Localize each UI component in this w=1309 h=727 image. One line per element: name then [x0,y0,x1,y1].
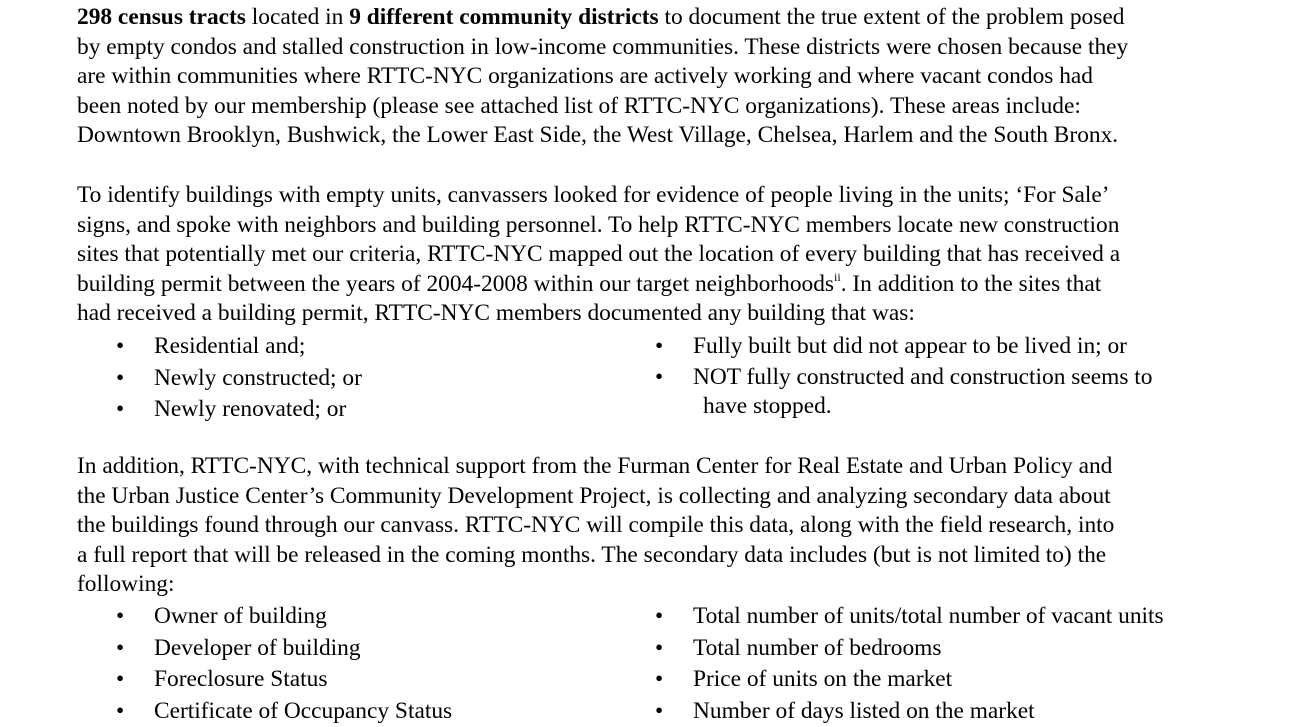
bullet-icon: • [655,601,663,633]
bullet-icon: • [116,331,124,363]
list-item [616,331,1153,362]
list-item [616,633,1164,665]
list-item-text: Owner of building [154,603,327,629]
paragraph-line: been noted by our membership (please see attached list of RTTC-NYC organizations). These areas include: [77,92,1277,122]
list-item [77,664,452,696]
paragraph-line: To identify buildings with empty units, canvassers looked for evidence of people living in the units; ‘For Sale’ [77,181,1277,211]
bullet-icon: • [116,664,124,696]
bullet-icon: • [655,664,663,696]
paragraph-line [77,270,1277,300]
paragraph-methodology [77,181,1277,329]
paragraph-line [77,3,1277,33]
paragraph-line: by empty condos and stalled construction in low-income communities. These districts were chosen because they [77,33,1277,63]
bullet-icon: • [116,696,124,727]
secondary-data-list-left [77,601,452,727]
list-item-text: Fully built but did not appear to be lived in; or [693,333,1127,359]
list-item-text: Price of units on the market [693,666,952,692]
paragraph-line: sites that potentially met our criteria, RTTC-NYC mapped out the location of every building that has received a [77,240,1277,270]
list-item [616,601,1164,633]
secondary-data-list-right [616,601,1164,727]
list-item-text: Newly constructed; or [154,365,362,391]
list-item-text: Certificate of Occupancy Status [154,698,452,724]
bullet-icon: • [655,633,663,665]
paragraph-secondary-data [77,452,1277,600]
list-item-text: Total number of units/total number of vacant units [693,603,1164,629]
bullet-icon: • [116,601,124,633]
paragraph-line: Downtown Brooklyn, Bushwick, the Lower East Side, the West Village, Chelsea, Harlem and the South Bronx. [77,121,1277,151]
criteria-list-left [77,331,362,426]
footnote-marker[interactable]: ii [834,270,841,284]
paragraph-census-tracts [77,3,1277,151]
text-run: building permit between the years of 2004-2008 within our target neighborhoods [77,271,834,297]
list-item-continuation: have stopped. [703,391,1163,422]
list-item-text: Total number of bedrooms [693,635,941,661]
list-item-text: Developer of building [154,635,361,661]
list-item-text: NOT fully constructed and construction seems to [693,364,1153,390]
list-item [616,362,1153,424]
list-item [77,633,452,665]
paragraph-line: signs, and spoke with neighbors and building personnel. To help RTTC-NYC members locate new construction [77,211,1277,241]
bullet-icon: • [655,331,663,362]
paragraph-line: are within communities where RTTC-NYC organizations are actively working and where vacant condos had [77,62,1277,92]
list-item [77,331,362,363]
bullet-icon: • [655,696,663,727]
bold-community-districts: 9 different community districts [349,4,658,30]
criteria-list-right [616,331,1153,424]
list-item-text: Number of days listed on the market [693,698,1035,724]
list-item-text: Foreclosure Status [154,666,327,692]
paragraph-line: following: [77,570,1277,600]
paragraph-line: a full report that will be released in the coming months. The secondary data includes (but is not limited to) the [77,541,1277,571]
text-run: . In addition to the sites that [841,271,1102,297]
bullet-icon: • [655,362,663,393]
list-item [77,394,362,426]
list-item [616,664,1164,696]
text-run: to document the true extent of the problem posed [659,4,1125,30]
list-item [616,696,1164,727]
list-item-text: Newly renovated; or [154,396,346,422]
list-item [77,696,452,727]
bullet-icon: • [116,363,124,395]
text-run: located in [246,4,349,30]
list-item [77,601,452,633]
bullet-icon: • [116,394,124,426]
bullet-icon: • [116,633,124,665]
list-item-text: Residential and; [154,333,305,359]
paragraph-line: had received a building permit, RTTC-NYC members documented any building that was: [77,299,1277,329]
paragraph-line: In addition, RTTC-NYC, with technical support from the Furman Center for Real Estate and Urban Policy and [77,452,1277,482]
paragraph-line: the buildings found through our canvass. RTTC-NYC will compile this data, along with the field research, into [77,511,1277,541]
bold-census-tracts: 298 census tracts [77,4,246,30]
list-item [77,363,362,395]
paragraph-line: the Urban Justice Center’s Community Development Project, is collecting and analyzing secondary data about [77,482,1277,512]
